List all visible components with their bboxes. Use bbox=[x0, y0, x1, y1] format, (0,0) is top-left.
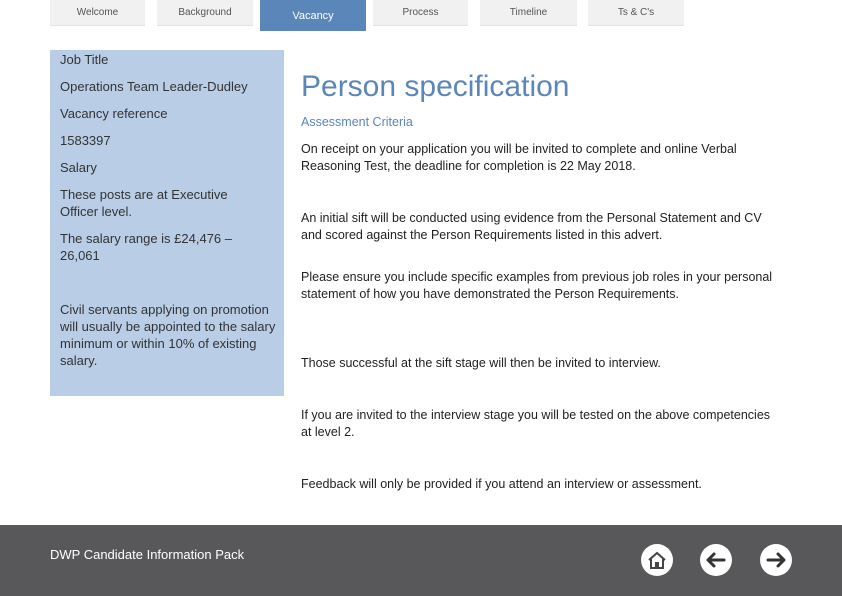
tab-label: Welcome bbox=[76, 7, 119, 18]
tab-background[interactable] bbox=[157, 0, 253, 26]
tab-bar bbox=[0, 0, 842, 31]
salary-range: The salary range is £24,476 – 26,061 bbox=[60, 231, 232, 263]
tab-process[interactable] bbox=[373, 0, 468, 26]
vacancy-ref: 1583397 bbox=[60, 133, 111, 148]
grade-text: These posts are at Executive Officer level. bbox=[60, 187, 228, 219]
criteria-paragraph: Feedback will only be provided if you attend an interview or assessment. bbox=[301, 477, 702, 491]
arrow-left-icon bbox=[699, 543, 733, 577]
criteria-paragraph: On receipt on your application you will be invited to complete and online Verbal Reasoning Test, the deadline for completion is 22 May 2018. bbox=[301, 142, 737, 173]
tab-vacancy[interactable] bbox=[260, 0, 366, 31]
footer bbox=[0, 525, 842, 596]
tab-label: Timeline bbox=[509, 7, 548, 18]
next-button[interactable] bbox=[759, 543, 793, 577]
criteria-paragraph: An initial sift will be conducted using evidence from the Personal Statement and CV and scored against the Person Requirements listed in this advert. bbox=[301, 211, 762, 242]
tab-label: Vacancy bbox=[292, 9, 334, 22]
home-button[interactable] bbox=[640, 543, 674, 577]
tab-timeline[interactable] bbox=[480, 0, 577, 26]
criteria-paragraph: Those successful at the sift stage will then be invited to interview. bbox=[301, 356, 661, 370]
vacancy-ref-label: Vacancy reference bbox=[60, 106, 168, 121]
tab-welcome[interactable] bbox=[50, 0, 145, 26]
footer-title: DWP Candidate Information Pack bbox=[50, 547, 245, 562]
tab-label: Ts & C's bbox=[617, 7, 655, 18]
tab-terms[interactable] bbox=[588, 0, 684, 26]
job-title-label: Job Title bbox=[60, 52, 109, 67]
salary-label: Salary bbox=[60, 160, 97, 175]
criteria-heading: Assessment Criteria bbox=[301, 115, 413, 129]
job-info-panel bbox=[50, 50, 284, 396]
arrow-right-icon bbox=[759, 543, 793, 577]
promotion-text: Civil servants applying on promotion will usually be appointed to the salary minimum or within 10% of existing salary. bbox=[60, 302, 276, 368]
back-button[interactable] bbox=[699, 543, 733, 577]
page-title: Person specification bbox=[301, 70, 570, 103]
criteria-paragraph: Please ensure you include specific examples from previous job roles in your personal statement of how you have demonstrated the Person Requirements. bbox=[301, 270, 773, 301]
job-title: Operations Team Leader-Dudley bbox=[60, 79, 248, 94]
tab-label: Background bbox=[178, 7, 232, 18]
criteria-paragraph: If you are invited to the interview stage you will be tested on the above competencies at level 2. bbox=[301, 408, 771, 439]
tab-label: Process bbox=[402, 7, 439, 18]
home-icon bbox=[640, 543, 674, 577]
